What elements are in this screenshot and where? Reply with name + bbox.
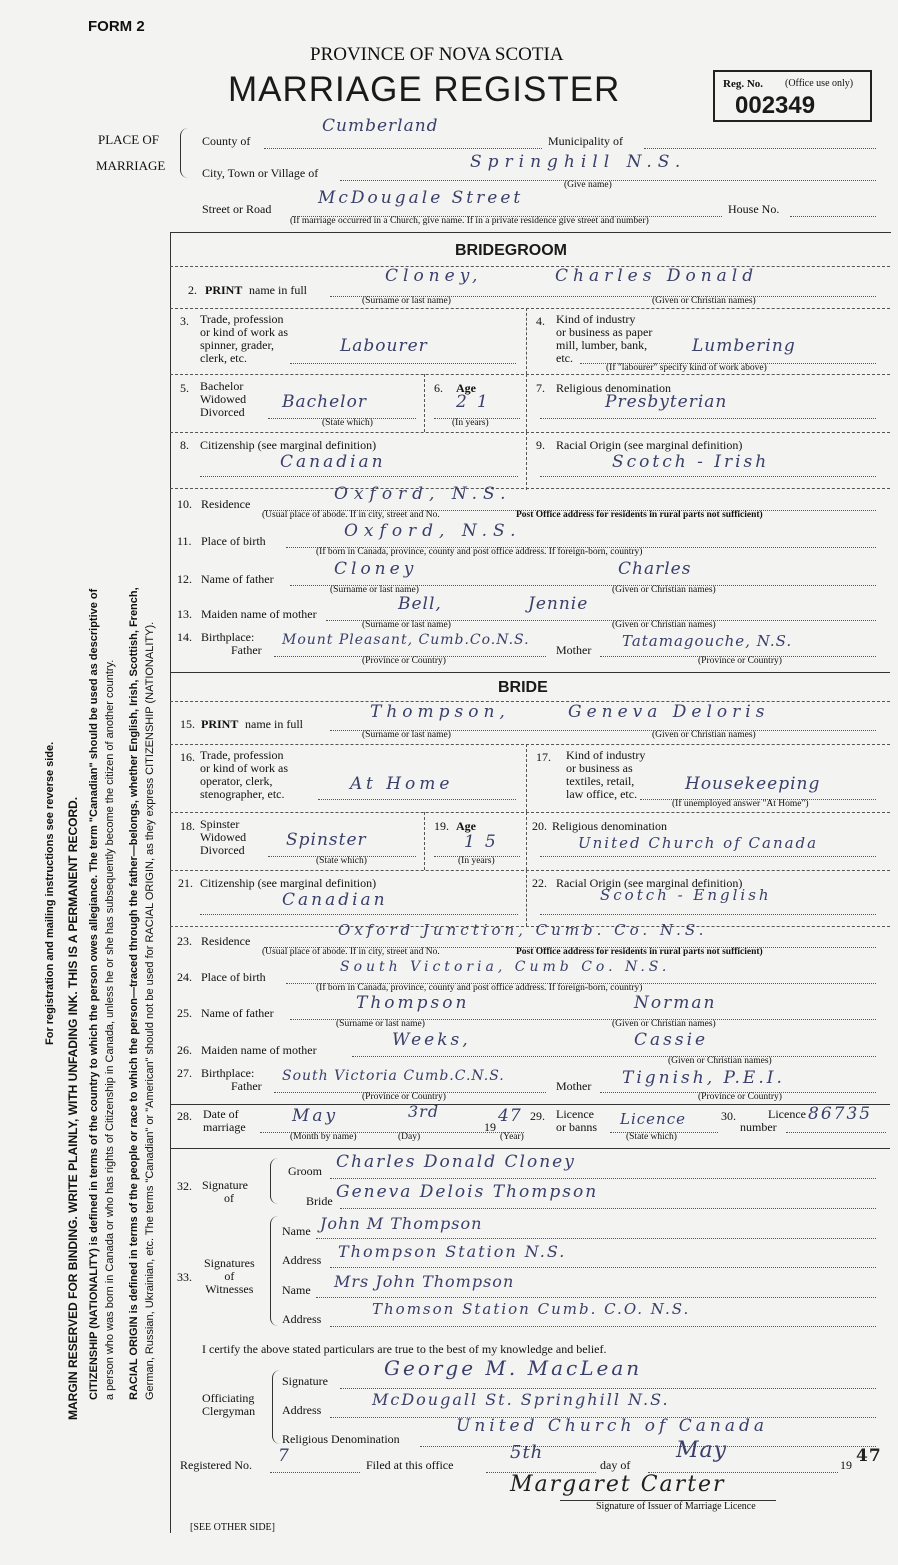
groom-trade-value: Labourer [340, 336, 428, 356]
bride-religion-line [540, 856, 876, 857]
groom-mother-surname: Bell, [398, 594, 442, 614]
bride-signature: Geneva Delois Thompson [336, 1182, 599, 1202]
groom-f2-label: name in full [249, 283, 307, 297]
bride-divider-19-20 [526, 812, 527, 870]
form-number: FORM 2 [88, 18, 145, 35]
page-title: MARRIAGE REGISTER [228, 70, 621, 109]
marriage-section-end-rule [170, 1148, 890, 1149]
groom-header-rule [170, 266, 890, 267]
groom-f12-label: Name of father [201, 572, 274, 586]
bride-state-which: (State which) [316, 856, 367, 866]
filed-month-value: May [676, 1438, 728, 1463]
groom-f14-father-label: Father [231, 643, 262, 657]
bride-f18-label: Spinster Widowed Divorced [200, 817, 247, 857]
bride-f15-label: name in full [245, 717, 303, 731]
groom-divider-5-6 [424, 374, 425, 432]
off-religion-line [420, 1446, 876, 1447]
filed-year-value: 47 [856, 1446, 882, 1466]
groom-status-value: Bachelor [282, 392, 367, 412]
county-label: County of [202, 134, 251, 148]
bride-given-caption: (Given or Christian names) [652, 730, 756, 740]
bride-f15-number: 15. [180, 717, 195, 731]
bride-rule-3 [170, 812, 890, 813]
bride-f27-mother-label: Mother [556, 1079, 592, 1093]
groom-section-end-rule [170, 672, 890, 673]
bride-f17-label: Kind of industry or business as textiles, retail, law office, etc. [566, 748, 646, 801]
groom-signature: Charles Donald Cloney [336, 1152, 576, 1172]
groom-f13-label: Maiden name of mother [201, 607, 317, 621]
bridegroom-heading: BRIDEGROOM [455, 242, 567, 259]
province-heading: PROVINCE OF NOVA SCOTIA [310, 44, 564, 65]
city-label: City, Town or Village of [202, 166, 319, 180]
reg-no-box [713, 70, 872, 122]
groom-rule-3 [170, 374, 890, 375]
groom-divider-6-7 [526, 374, 527, 432]
groom-f3-label: Trade, profession or kind of work as spinner, grader, clerk, etc. [200, 312, 288, 365]
w2-address-line [330, 1326, 876, 1327]
see-other-side: [SEE OTHER SIDE] [190, 1522, 275, 1533]
f32-label: Signature of [202, 1178, 248, 1205]
bride-f27-label: Birthplace: [201, 1066, 255, 1080]
year-caption: (Year) [500, 1132, 524, 1142]
bride-f26-label: Maiden name of mother [201, 1043, 317, 1057]
bride-trade-line [318, 799, 516, 800]
groom-surname-caption: (Surname or last name) [362, 296, 451, 306]
groom-mother-given: Jennie [528, 594, 589, 614]
groom-religion-line [540, 418, 876, 419]
reg-no-value: 002349 [735, 92, 816, 119]
filed-label: Filed at this office [366, 1458, 454, 1472]
w1-name-value: John M Thompson [320, 1214, 483, 1233]
f32-brace [270, 1158, 281, 1204]
bride-f20-label: Religious denomination [552, 819, 667, 833]
groom-citizenship-line [200, 476, 518, 477]
groom-religion-value: Presbyterian [605, 392, 728, 412]
certify-statement: I certify the above stated particulars are true to the best of my knowledge and belief. [202, 1342, 607, 1356]
groom-f7-number: 7. [536, 381, 545, 395]
f28-label: Date of marriage [203, 1107, 246, 1134]
bride-f22-label: Racial Origin (see marginal definition) [556, 876, 743, 890]
groom-f11-label: Place of birth [201, 534, 266, 548]
groom-divider-3-4 [526, 308, 527, 374]
groom-mother-bp-caption: (Province or Country) [698, 656, 782, 666]
bride-divider-18-19 [424, 812, 425, 870]
groom-rule-4 [170, 432, 890, 433]
bride-birth-value: South Victoria, Cumb Co. N.S. [340, 959, 671, 975]
w2-address-value: Thomson Station Cumb. C.O. N.S. [372, 1300, 691, 1318]
groom-residence-caption-b: Post Office address for residents in rural parts not sufficient) [516, 510, 763, 520]
groom-residence-value: Oxford, N.S. [334, 484, 512, 504]
groom-f3-number: 3. [180, 314, 189, 328]
day-of-label: day of [600, 1458, 631, 1472]
w1-address-value: Thompson Station N.S. [338, 1242, 567, 1261]
bride-residence-caption-b: Post Office address for residents in rural parts not sufficient) [516, 947, 763, 957]
bride-rule-4 [170, 870, 890, 871]
municipality-line [644, 148, 876, 149]
bride-racial-line [540, 914, 876, 915]
bride-father-surname: Thompson [356, 993, 470, 1013]
street-label: Street or Road [202, 202, 272, 216]
marriage-year: 47 [498, 1106, 522, 1126]
groom-rule-5 [170, 488, 890, 489]
groom-f14-number: 14. [177, 630, 192, 644]
groom-f8-label: Citizenship (see marginal definition) [200, 438, 377, 452]
off-sig-line [340, 1388, 876, 1389]
groom-f5-label: Bachelor Widowed Divorced [200, 379, 247, 419]
groom-f8-number: 8. [180, 438, 189, 452]
f29-number: 29. [530, 1109, 545, 1123]
bride-surname: Thompson, [370, 702, 510, 722]
bride-father-given: Norman [634, 993, 717, 1013]
licence-state-which: (State which) [626, 1132, 677, 1142]
groom-industry-value: Lumbering [692, 336, 796, 356]
filed-day-value: 5th [510, 1442, 544, 1463]
bride-section-end-rule [170, 1104, 890, 1105]
groom-sig-line [330, 1178, 876, 1179]
side-note-citizenship-1: CITIZENSHIP (NATIONALITY) is defined in terms of the country to which the person owes allegiance. The term "Canadian" should be used as descriptive of [88, 588, 100, 1400]
bride-f27-number: 27. [177, 1066, 192, 1080]
w2-address-label: Address [282, 1312, 322, 1326]
bride-mother-given: Cassie [634, 1030, 709, 1050]
bride-racial-value: Scotch - English [600, 886, 772, 904]
w2-name-label: Name [282, 1283, 311, 1297]
bride-f16-label: Trade, profession or kind of work as operator, clerk, stenographer, etc. [200, 748, 288, 801]
bride-citizenship-line [200, 914, 518, 915]
street-value: McDougale Street [318, 188, 524, 208]
bride-f25-number: 25. [177, 1006, 192, 1020]
groom-racial-line [540, 476, 876, 477]
groom-f14-mother-label: Mother [556, 643, 592, 657]
marriage-year-prefix: 19 [484, 1120, 496, 1134]
bride-father-given-caption: (Given or Christian names) [612, 1019, 716, 1029]
bride-mother-surname: Weeks, [392, 1030, 471, 1050]
place-brace [180, 128, 191, 178]
groom-f14-label: Birthplace: [201, 630, 255, 644]
bride-f27-father-label: Father [231, 1079, 262, 1093]
bride-residence-value: Oxford Junction, Cumb. Co. N.S. [338, 921, 708, 939]
groom-f2-print: PRINT [205, 283, 243, 297]
house-no-label: House No. [728, 202, 780, 216]
groom-f9-number: 9. [536, 438, 545, 452]
month-caption: (Month by name) [290, 1132, 357, 1142]
groom-residence-caption-a: (Usual place of abode. If in city, street and No. [262, 510, 440, 520]
office-use-label: (Office use only) [785, 78, 854, 89]
f30-label: Licence number [740, 1107, 806, 1134]
groom-rule-2 [170, 308, 890, 309]
f33-label: Signatures of Witnesses [204, 1256, 255, 1296]
groom-divider-8-9 [526, 432, 527, 490]
f32-number: 32. [177, 1179, 192, 1193]
bride-f21-label: Citizenship (see marginal definition) [200, 876, 377, 890]
groom-f10-label: Residence [201, 497, 251, 511]
bride-religion-value: United Church of Canada [578, 834, 819, 852]
bride-f17-number: 17. [536, 750, 551, 764]
w1-name-line [316, 1238, 876, 1239]
groom-trade-line [290, 363, 516, 364]
bride-father-surname-caption: (Surname or last name) [336, 1019, 425, 1029]
groom-father-birthplace: Mount Pleasant, Cumb.Co.N.S. [282, 632, 530, 648]
registered-no-label: Registered No. [180, 1458, 252, 1472]
issuer-caption: Signature of Issuer of Marriage Licence [596, 1501, 756, 1512]
groom-f4-label: Kind of industry or business as paper mill, lumber, bank, etc. [556, 312, 653, 365]
bride-mother-birthplace: Tignish, P.E.I. [622, 1068, 785, 1088]
side-note-instructions: For registration and mailing instructions see reverse side. [44, 741, 56, 1045]
bride-father-bp-caption: (Province or Country) [362, 1092, 446, 1102]
f30-number: 30. [721, 1109, 736, 1123]
groom-sig-label: Groom [288, 1164, 322, 1178]
bride-f19-label: Age [456, 819, 476, 833]
groom-f4-number: 4. [536, 314, 545, 328]
side-note-racial-1: RACIAL ORIGIN is defined in terms of the people or race to which the person—traced through the father—belongs, whether English, Irish, Scottish, French, [128, 587, 140, 1400]
groom-racial-value: Scotch - Irish [612, 452, 770, 472]
side-note-racial-2: German, Russian, Ukrainian, etc. The terms "Canadian" or "American" should not be used for RACIAL ORIGIN, as they express CITIZENSHIP (NATIONALITY). [144, 621, 156, 1400]
registered-no-value: 7 [278, 1446, 290, 1466]
groom-f2-number: 2. [188, 283, 197, 297]
bride-given-names: Geneva Deloris [568, 702, 770, 722]
bride-f19-number: 19. [434, 819, 449, 833]
issuer-signature: Margaret Carter [510, 1472, 726, 1497]
w1-address-line [330, 1267, 876, 1268]
give-name-caption: (Give name) [564, 180, 612, 190]
officiating-label: Officiating Clergyman [202, 1391, 256, 1418]
city-value: Springhill N.S. [470, 152, 687, 172]
place-label-2: MARRIAGE [96, 158, 166, 173]
groom-given-names: Charles Donald [555, 266, 759, 286]
groom-f6-number: 6. [434, 381, 443, 395]
f33-number: 33. [177, 1270, 192, 1284]
bride-f15-print: PRINT [201, 717, 239, 731]
groom-f11-number: 11. [177, 534, 192, 548]
bride-mother-given-caption: (Given or Christian names) [668, 1056, 772, 1066]
groom-mother-birthplace: Tatamagouche, N.S. [622, 632, 793, 650]
bride-heading: BRIDE [498, 679, 548, 696]
off-address-label: Address [282, 1403, 322, 1417]
groom-f10-number: 10. [177, 497, 192, 511]
bride-f24-number: 24. [177, 970, 192, 984]
groom-father-bp-caption: (Province or Country) [362, 656, 446, 666]
house-no-line [790, 216, 876, 217]
day-caption: (Day) [398, 1132, 421, 1142]
side-note-citizenship-2: a person who was born in Canada or who has rights of Citizenship in Canada, unless he or she has subsequently become the citizen of another country. [104, 659, 116, 1400]
bride-f16-number: 16. [180, 750, 195, 764]
bride-citizenship-value: Canadian [282, 890, 388, 910]
licence-number-value: 86735 [808, 1104, 873, 1124]
groom-citizenship-value: Canadian [280, 452, 386, 472]
groom-father-surname: Cloney [334, 559, 418, 579]
w1-name-label: Name [282, 1224, 311, 1238]
bride-surname-caption: (Surname or last name) [362, 730, 451, 740]
bride-f22-number: 22. [532, 876, 547, 890]
county-value: Cumberland [322, 116, 439, 136]
groom-f12-number: 12. [177, 572, 192, 586]
bride-birth-caption: (If born in Canada, province, county and post office address. If foreign-born, country) [316, 983, 643, 993]
w2-name-value: Mrs John Thompson [334, 1272, 515, 1291]
groom-surname: Cloney, [385, 266, 483, 286]
bride-age-value: 15 [464, 832, 506, 852]
f28-number: 28. [177, 1109, 192, 1123]
bride-f23-number: 23. [177, 934, 192, 948]
groom-father-given-caption: (Given or Christian names) [612, 585, 716, 595]
marriage-day: 3rd [408, 1102, 440, 1121]
bride-in-years: (In years) [458, 856, 495, 866]
licence-number-line [786, 1132, 886, 1133]
groom-f5-number: 5. [180, 381, 189, 395]
bride-f20-number: 20. [532, 819, 547, 833]
bride-f24-label: Place of birth [201, 970, 266, 984]
bride-sig-line [340, 1208, 876, 1209]
groom-f13-number: 13. [177, 607, 192, 621]
groom-birth-caption: (If born in Canada, province, county and post office address. If foreign-born, country) [316, 547, 643, 557]
w1-address-label: Address [282, 1253, 322, 1267]
groom-mother-given-caption: (Given or Christian names) [612, 620, 716, 630]
bride-divider-16-17 [526, 744, 527, 812]
registered-no-line [270, 1472, 360, 1473]
bride-sig-label: Bride [306, 1194, 333, 1208]
bride-f23-label: Residence [201, 934, 251, 948]
groom-f6-label: Age [456, 381, 476, 395]
f29-label: Licence or banns [556, 1107, 597, 1134]
bride-f25-label: Name of father [201, 1006, 274, 1020]
bride-rule-2 [170, 744, 890, 745]
bride-mother-bp-caption: (Province or Country) [698, 1092, 782, 1102]
officiating-religion: United Church of Canada [456, 1416, 768, 1436]
municipality-label: Municipality of [548, 134, 623, 148]
licence-or-banns-value: Licence [620, 1110, 686, 1128]
bride-header-rule [170, 701, 890, 702]
bride-mother-line [352, 1056, 876, 1057]
groom-mother-surname-caption: (Surname or last name) [362, 620, 451, 630]
place-label-1: PLACE OF [98, 132, 160, 147]
street-caption: (If marriage occurred in a Church, give name. If in a private residence give street and number) [290, 216, 649, 226]
bride-father-birthplace: South Victoria Cumb.C.N.S. [282, 1068, 505, 1084]
county-line [264, 148, 542, 149]
bride-trade-value: At Home [350, 774, 454, 794]
officiating-signature: George M. MacLean [384, 1356, 643, 1380]
bride-residence-caption-a: (Usual place of abode. If in city, street and No. [262, 947, 440, 957]
groom-father-given: Charles [618, 559, 692, 579]
groom-industry-note: (If "labourer" specify kind of work above) [606, 363, 767, 373]
bride-f26-number: 26. [177, 1043, 192, 1057]
groom-birth-value: Oxford, N.S. [344, 521, 522, 541]
bride-divider-21-22 [526, 870, 527, 926]
reg-no-label: Reg. No. [723, 78, 764, 90]
groom-in-years: (In years) [452, 418, 489, 428]
groom-given-caption: (Given or Christian names) [652, 296, 756, 306]
groom-state-which: (State which) [322, 418, 373, 428]
groom-age-value: 21 [456, 392, 498, 412]
bride-f21-number: 21. [178, 876, 193, 890]
off-religion-label: Religious Denomination [282, 1432, 400, 1446]
bride-status-value: Spinster [286, 830, 367, 850]
off-sig-label: Signature [282, 1374, 328, 1388]
groom-f9-label: Racial Origin (see marginal definition) [556, 438, 743, 452]
w2-name-line [316, 1297, 876, 1298]
filed-year-prefix: 19 [840, 1458, 852, 1472]
groom-father-surname-caption: (Surname or last name) [330, 585, 419, 595]
side-note-margin: MARGIN RESERVED FOR BINDING. WRITE PLAINLY, WITH UNFADING INK. THIS IS A PERMANENT RECORD. [66, 796, 80, 1420]
groom-f7-label: Religious denomination [556, 381, 671, 395]
marriage-month: May [292, 1106, 339, 1126]
bride-industry-note: (If unemployed answer "At Home") [672, 799, 809, 809]
officiating-address: McDougall St. Springhill N.S. [372, 1390, 670, 1409]
bride-f18-number: 18. [180, 819, 195, 833]
bride-industry-value: Housekeeping [685, 774, 821, 794]
f33-brace [270, 1216, 281, 1326]
